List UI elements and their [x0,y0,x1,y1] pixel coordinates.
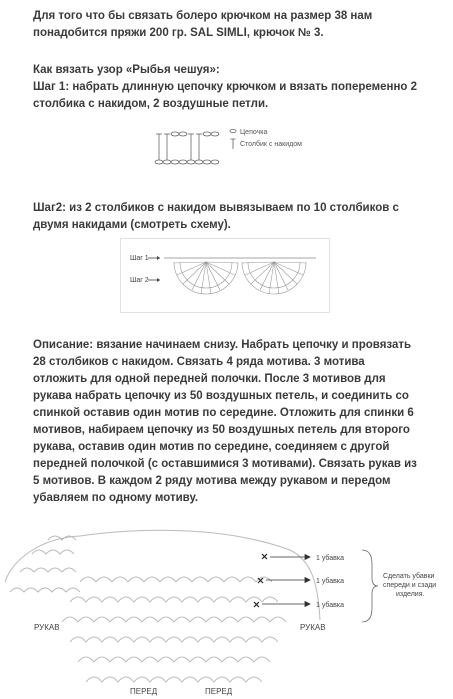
note-line-2: спереди и сзади [383,582,437,589]
stitch-row [156,134,202,160]
chain-icon [230,129,236,132]
brace-icon [362,550,378,622]
legend-stitch: Столбик с накидом [240,141,302,148]
sleeve-left-label: РУКАВ [34,623,60,632]
decrease-label-1: 1 убавка [316,555,344,562]
front-left-label: ПЕРЕД [130,687,158,696]
row2-label: Шаг 2 [130,277,149,284]
legend-chain: Цепочка [240,129,268,136]
step1-diagram [148,120,313,170]
row1-label: Шаг 1 [130,255,149,262]
step2-diagram [120,238,330,313]
decrease-arrows [262,555,310,607]
front-right-label: ПЕРЕД [205,687,233,696]
decrease-label-3: 1 убавка [316,602,344,609]
decrease-label-2: 1 убавка [316,578,344,585]
description-text: Описание: вязание начинаем снизу. Набрать цепочку и провязать 28 столбиков с накидом. Связать 4 ряда мотива. 3 мотива отложить для одной передней полочки. После 3 мотивов для рукава набрать цепочку из 50 воздушных петель, и соединить со спинкой оставив один мотив по середине. Отложить для спинки 6 мотивов, набираем цепочку из 50 воздушных петель для второго рукава, оставив один мотив по середине, соединяем с другой передней полочкой (с оставшимися 3 мотивами). Связать рукав из 5 мотивов. В каждом 2 ряду мотива между рукавом и передом убавляем по одному мотиву. [33,339,417,504]
pattern-title: Как вязать узор «Рыбья чешуя»: [33,64,220,76]
bolero-scheme [0,520,453,699]
sleeve-left-outline [5,536,80,592]
sleeve-right-label: РУКАВ [300,623,326,632]
note-line-3: изделия. [396,591,425,598]
note-line-1: Сделать убавки [383,573,435,580]
step1-text: Шаг 1: набрать длинную цепочку крючком и вязать попеременно 2 столбика с накидом, 2 воздушные петли. [33,81,418,110]
chain-loops-top [171,132,219,136]
body-scallops [62,530,320,682]
intro-text: Для того что бы связать болеро крючком на размер 38 нам понадобится пряжи 200 гр. SAL SIMLI, крючок № 3. [33,10,373,39]
step2-text: Шаг2: из 2 столбиков с накидом вывязываем по 10 столбиков с двумя накидами (смотреть схему). [33,202,399,231]
chain-row [155,160,219,164]
